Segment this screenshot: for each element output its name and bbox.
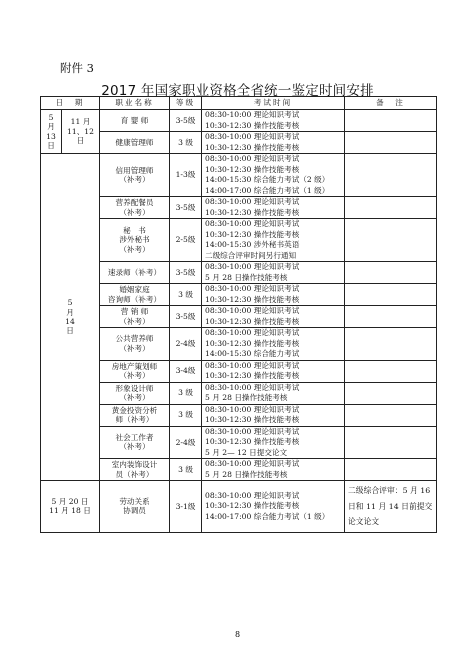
- exam-time-cell: [202, 404, 345, 426]
- exam-line: 10:30-12:30 操作技能考核: [205, 229, 300, 239]
- exam-line: 10:30-12:30 操作技能考核: [205, 207, 300, 217]
- exam-line: 10:30-12:30 操作技能考核: [205, 437, 300, 446]
- occupation-cell: 房地产策划师 （补考）: [100, 360, 170, 382]
- exam-line: 08:30-10:00 理论知识考试: [205, 459, 300, 468]
- exam-line: 14:00-15:30 综合能力考试（2 级）: [205, 175, 330, 184]
- level-cell: 3-1级: [170, 481, 202, 533]
- remarks-cell: [345, 284, 437, 306]
- exam-line: 08:30-10:00 理论知识考试: [205, 490, 300, 500]
- attachment-label: 附件 3: [60, 61, 94, 75]
- exam-line: 10:30-12:30 操作技能考核: [205, 415, 300, 424]
- occupation-cell: 营 销 师 （补考）: [100, 306, 170, 328]
- exam-time-cell: [202, 219, 345, 262]
- level-cell: 2-4级: [170, 426, 202, 459]
- remarks-cell: [345, 328, 437, 361]
- level-cell: 1-3级: [170, 154, 202, 197]
- page-title: 2017 年国家职业资格全省统一鉴定时间安排: [101, 83, 374, 99]
- exam-line: 10:30-12:30 操作技能考核: [205, 294, 300, 304]
- remarks-cell: [345, 306, 437, 328]
- exam-line: 14:00-17:00 综合能力考试（1 级）: [205, 511, 330, 521]
- remarks-cell: [345, 110, 437, 132]
- table-row: [41, 306, 437, 328]
- exam-line: 二级综合评审时间另行通知: [205, 250, 297, 260]
- table-row: [41, 154, 437, 197]
- remarks-cell: [345, 219, 437, 262]
- table-row: [41, 262, 437, 284]
- exam-line: 14:00-15:30 综合能力考试: [205, 349, 300, 358]
- exam-line: 08:30-10:00 理论知识考试: [205, 219, 300, 228]
- exam-time-cell: [202, 262, 345, 284]
- table-row: [41, 284, 437, 306]
- occupation-cell: 黄金投资分析 师（补考）: [100, 404, 170, 426]
- header-date: 日 期: [41, 97, 100, 110]
- remarks-cell: [345, 459, 437, 481]
- exam-line: 08:30-10:00 理论知识考试: [205, 132, 300, 141]
- level-cell: 3 级: [170, 404, 202, 426]
- level-cell: 3-5级: [170, 197, 202, 219]
- exam-time-cell: [202, 110, 345, 132]
- exam-time-cell: [202, 382, 345, 404]
- exam-line: 10:30-12:30 操作技能考核: [205, 338, 300, 348]
- exam-line: 08:30-10:00 理论知识考试: [205, 360, 300, 370]
- exam-time-cell: [202, 284, 345, 306]
- table-row: [41, 426, 437, 459]
- table-row: [41, 481, 437, 533]
- level-cell: 2-5级: [170, 219, 202, 262]
- exam-line: 5 月 28 日操作技能考核: [205, 393, 288, 402]
- remarks-cell: [345, 197, 437, 219]
- table-row: [41, 328, 437, 361]
- exam-time-cell: [202, 197, 345, 219]
- exam-line: 08:30-10:00 理论知识考试: [205, 306, 300, 315]
- remarks-cell: [345, 426, 437, 459]
- level-cell: 3 级: [170, 382, 202, 404]
- remarks-cell: [345, 262, 437, 284]
- exam-time-cell: [202, 306, 345, 328]
- exam-line: 14:00-17:00 综合能力考试（1 级）: [205, 185, 330, 195]
- exam-time-cell: [202, 459, 345, 481]
- remarks-cell: [345, 404, 437, 426]
- occupation-cell: 健康管理师: [100, 132, 170, 154]
- table-row: [41, 219, 437, 262]
- exam-line: 08:30-10:00 理论知识考试: [205, 110, 300, 119]
- remarks-cell: [345, 154, 437, 197]
- header-occupation: 职业名称: [100, 97, 170, 110]
- table-row: [41, 360, 437, 382]
- exam-time-cell: [202, 328, 345, 361]
- schedule-table: [40, 96, 437, 533]
- level-cell: 2-4级: [170, 328, 202, 361]
- level-cell: 3-5级: [170, 306, 202, 328]
- table-row: [41, 110, 437, 132]
- table-row: [41, 404, 437, 426]
- exam-line: 5 月 2— 12 日提交论文: [205, 447, 288, 457]
- occupation-cell: 室内装饰设计 员（补考）: [100, 459, 170, 481]
- exam-line: 08:30-10:00 理论知识考试: [205, 328, 300, 337]
- exam-line: 08:30-10:00 理论知识考试: [205, 262, 300, 271]
- level-cell: 3-4级: [170, 360, 202, 382]
- occupation-cell: 形象设计师 （补考）: [100, 382, 170, 404]
- table-row: [41, 459, 437, 481]
- table-row: [41, 132, 437, 154]
- exam-line: 14:00-15:30 涉外秘书英语: [205, 240, 300, 249]
- remarks-cell: 二级综合评审：5 月 16 日和 11 月 14 日前提交论文论文: [345, 481, 437, 533]
- day-cell: 5 月 14 日: [41, 154, 100, 481]
- exam-line: 08:30-10:00 理论知识考试: [205, 197, 300, 206]
- day-cell: 5 月 20 日 11 月 18 日: [41, 481, 100, 533]
- exam-line: 10:30-12:30 操作技能考核: [205, 164, 300, 174]
- exam-line: 10:30-12:30 操作技能考核: [205, 120, 300, 130]
- occupation-cell: 营养配餐员 （补考）: [100, 197, 170, 219]
- level-cell: 3 级: [170, 132, 202, 154]
- exam-time-cell: [202, 360, 345, 382]
- exam-time-cell: [202, 426, 345, 459]
- header-level: 等级: [170, 97, 202, 110]
- day-cell: 5 月 13 日: [41, 110, 62, 154]
- level-cell: 3 级: [170, 459, 202, 481]
- occupation-cell: 社会工作者 （补考）: [100, 426, 170, 459]
- exam-time-cell: [202, 154, 345, 197]
- level-cell: 3-5级: [170, 262, 202, 284]
- exam-line: 08:30-10:00 理论知识考试: [205, 154, 300, 163]
- exam-time-cell: [202, 132, 345, 154]
- occupation-cell: 婚姻家庭 咨询师（补考）: [100, 284, 170, 306]
- table-row: [41, 382, 437, 404]
- level-cell: 3 级: [170, 284, 202, 306]
- occupation-cell: 公共营养师 （补考）: [100, 328, 170, 361]
- page-number: 8: [234, 630, 241, 639]
- remarks-cell: [345, 382, 437, 404]
- exam-line: 08:30-10:00 理论知识考试: [205, 404, 300, 414]
- header-exam-time: 考试时间: [202, 97, 345, 110]
- table-header-row: [41, 97, 437, 110]
- exam-line: 08:30-10:00 理论知识考试: [205, 382, 300, 392]
- remarks-cell: [345, 132, 437, 154]
- exam-line: 08:30-10:00 理论知识考试: [205, 426, 300, 436]
- occupation-cell: 速录师（补考）: [100, 262, 170, 284]
- exam-line: 10:30-12:30 操作技能考核: [205, 501, 300, 511]
- exam-line: 08:30-10:00 理论知识考试: [205, 284, 300, 293]
- table-row: [41, 197, 437, 219]
- date-cell: 11 月 11、12 日: [62, 110, 100, 154]
- exam-line: 5 月 28 日操作技能考核: [205, 469, 288, 479]
- exam-line: 10:30-12:30 操作技能考核: [205, 316, 300, 326]
- occupation-cell: 劳动关系 协调员: [100, 481, 170, 533]
- header-remarks: 备 注: [345, 97, 437, 110]
- occupation-cell: 育 婴 师: [100, 110, 170, 132]
- exam-line: 5 月 28 日操作技能考核: [205, 272, 288, 282]
- exam-line: 10:30-12:30 操作技能考核: [205, 371, 300, 380]
- exam-line: 10:30-12:30 操作技能考核: [205, 142, 300, 152]
- exam-time-cell: [202, 481, 345, 533]
- remarks-cell: [345, 360, 437, 382]
- occupation-cell: 信用管理师 （补考）: [100, 154, 170, 197]
- occupation-cell: 秘 书 涉外秘书 （补考）: [100, 219, 170, 262]
- level-cell: 3-5级: [170, 110, 202, 132]
